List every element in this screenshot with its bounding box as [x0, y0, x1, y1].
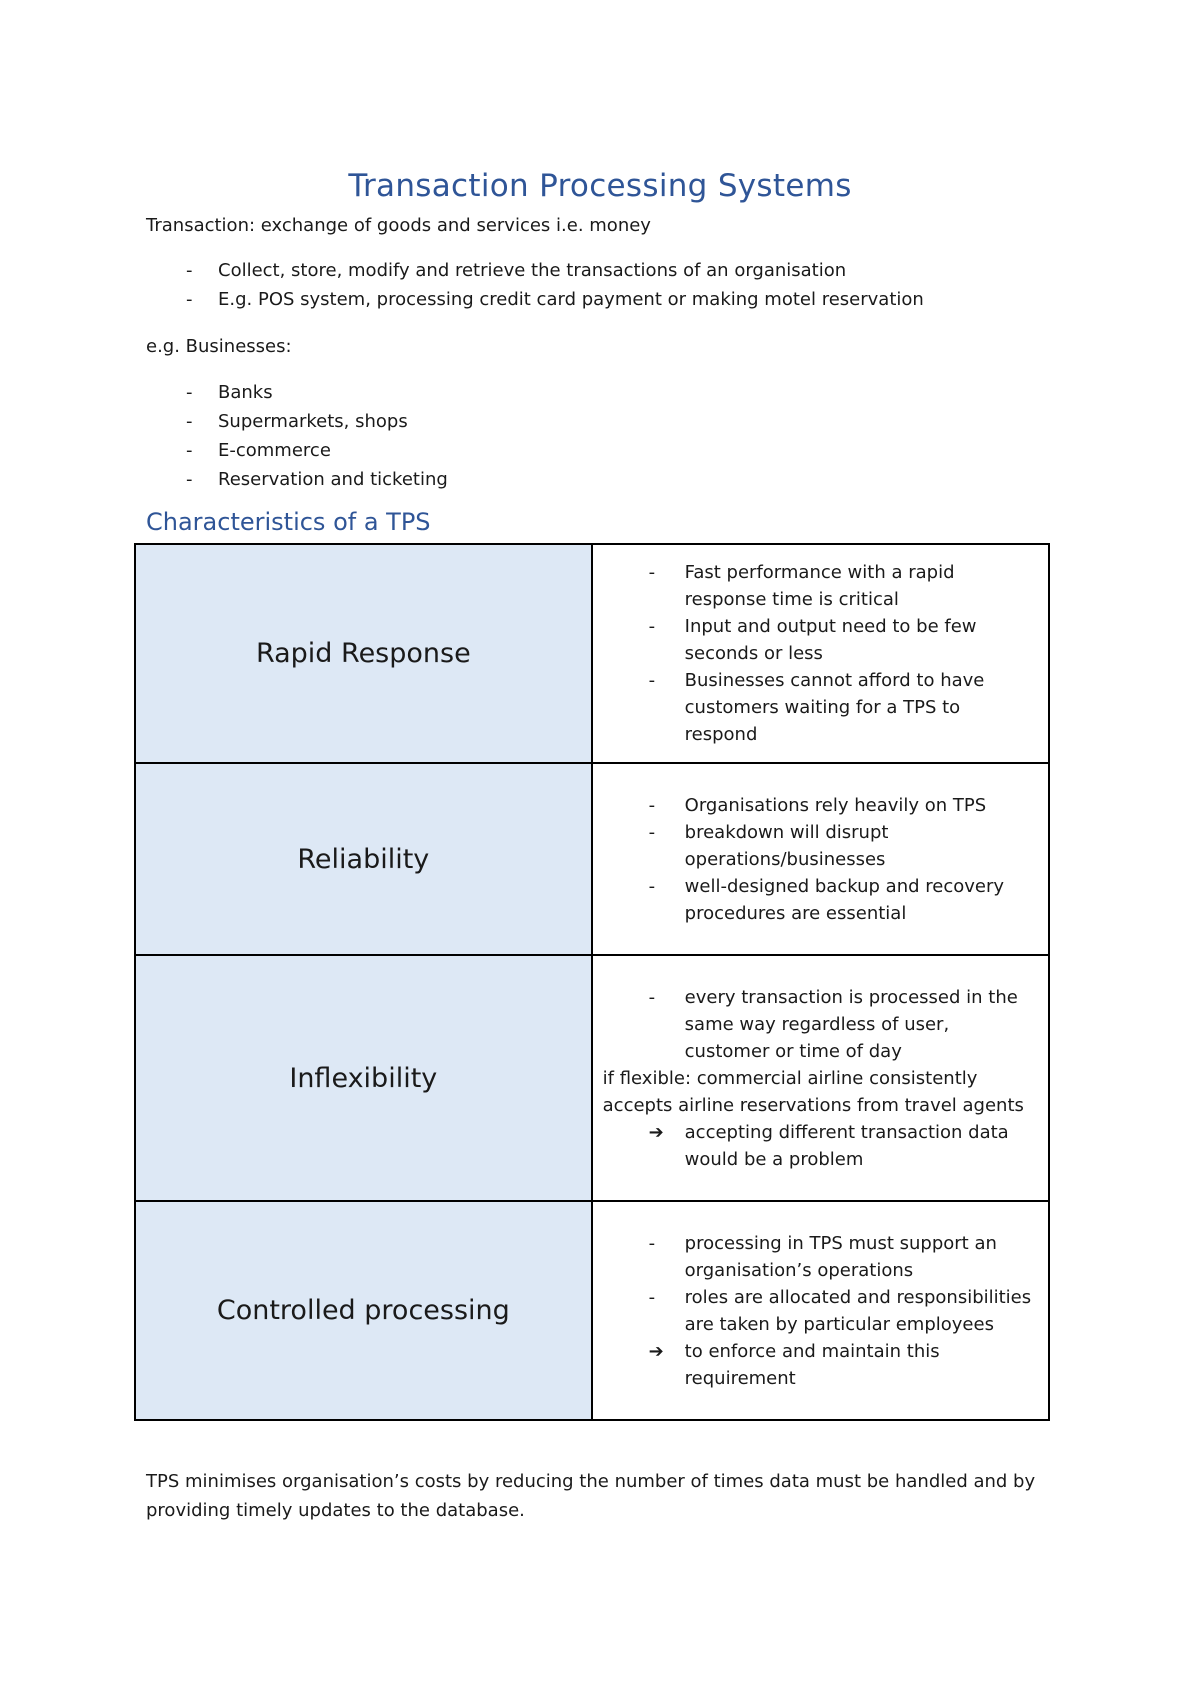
- characteristic-name: Controlled processing: [135, 1201, 592, 1420]
- businesses-label: e.g. Businesses:: [146, 336, 292, 357]
- list-item: - Supermarkets, shops: [186, 411, 408, 432]
- dash-marker: -: [648, 875, 656, 897]
- list-item: - every transaction is processed in the same way regardless of user, customer or time of day: [593, 984, 1038, 1065]
- list-item: - breakdown will disrupt operations/businesses: [603, 819, 1038, 873]
- page-title: Transaction Processing Systems: [348, 168, 852, 204]
- dash-marker: -: [186, 469, 193, 490]
- dash-marker: -: [648, 562, 656, 583]
- table-row: [135, 763, 1049, 955]
- table-row: [135, 544, 1049, 763]
- list-item: ➔ accepting different transaction data would be a problem: [593, 1119, 1038, 1173]
- dash-marker: -: [648, 670, 656, 691]
- list-item: - E-commerce: [186, 440, 331, 461]
- table-row: [135, 955, 1049, 1201]
- table-row: [135, 1201, 1049, 1420]
- dash-marker: -: [186, 289, 193, 310]
- list-item: ➔ to enforce and maintain this requirement: [603, 1338, 1038, 1392]
- note-text: if flexible: commercial airline consistently accepts airline reservations from travel agents: [602, 1067, 1024, 1116]
- list-item: - E.g. POS system, processing credit card payment or making motel reservation: [186, 289, 924, 310]
- arrow-right-icon: ➔: [648, 1340, 664, 1362]
- arrow-right-icon: ➔: [648, 1121, 664, 1143]
- list-item: - Organisations rely heavily on TPS: [603, 792, 1038, 819]
- dash-marker: -: [648, 821, 656, 843]
- list-item: - Collect, store, modify and retrieve the transactions of an organisation: [186, 260, 847, 281]
- section-heading: Characteristics of a TPS: [146, 508, 431, 536]
- characteristic-details: [592, 544, 1049, 763]
- characteristics-table: [134, 543, 1050, 1421]
- list-item: - Banks: [186, 382, 273, 403]
- characteristic-details: [592, 763, 1049, 955]
- list-item: - Businesses cannot afford to have customers waiting for a TPS to respond: [603, 667, 1038, 748]
- list-item: - roles are allocated and responsibilities are taken by particular employees: [603, 1284, 1038, 1338]
- dash-marker: -: [186, 260, 193, 281]
- intro-text: Transaction: exchange of goods and services i.e. money: [146, 215, 651, 236]
- list-item: - processing in TPS must support an organisation’s operations: [603, 1230, 1038, 1284]
- dash-marker: -: [186, 382, 193, 403]
- list-item: - well-designed backup and recovery procedures are essential: [603, 873, 1038, 927]
- dash-marker: -: [648, 616, 656, 637]
- list-item: - Reservation and ticketing: [186, 469, 448, 490]
- dash-marker: -: [648, 794, 656, 816]
- characteristic-name: Reliability: [135, 763, 592, 955]
- list-item: - Input and output need to be few seconds or less: [603, 613, 1038, 667]
- characteristic-name: Rapid Response: [135, 544, 592, 763]
- dash-marker: -: [186, 440, 193, 461]
- characteristic-details: [592, 1201, 1049, 1420]
- dash-marker: -: [648, 1286, 656, 1308]
- dash-marker: -: [648, 1232, 656, 1254]
- dash-marker: -: [186, 411, 193, 432]
- summary-paragraph: TPS minimises organisation’s costs by reducing the number of times data must be handled and by providing timely updates to the database.: [146, 1471, 1036, 1521]
- characteristic-details: [592, 955, 1049, 1201]
- characteristic-name: Inflexibility: [135, 955, 592, 1201]
- list-item: - Fast performance with a rapid response time is critical: [603, 559, 1038, 613]
- dash-marker: -: [648, 986, 656, 1008]
